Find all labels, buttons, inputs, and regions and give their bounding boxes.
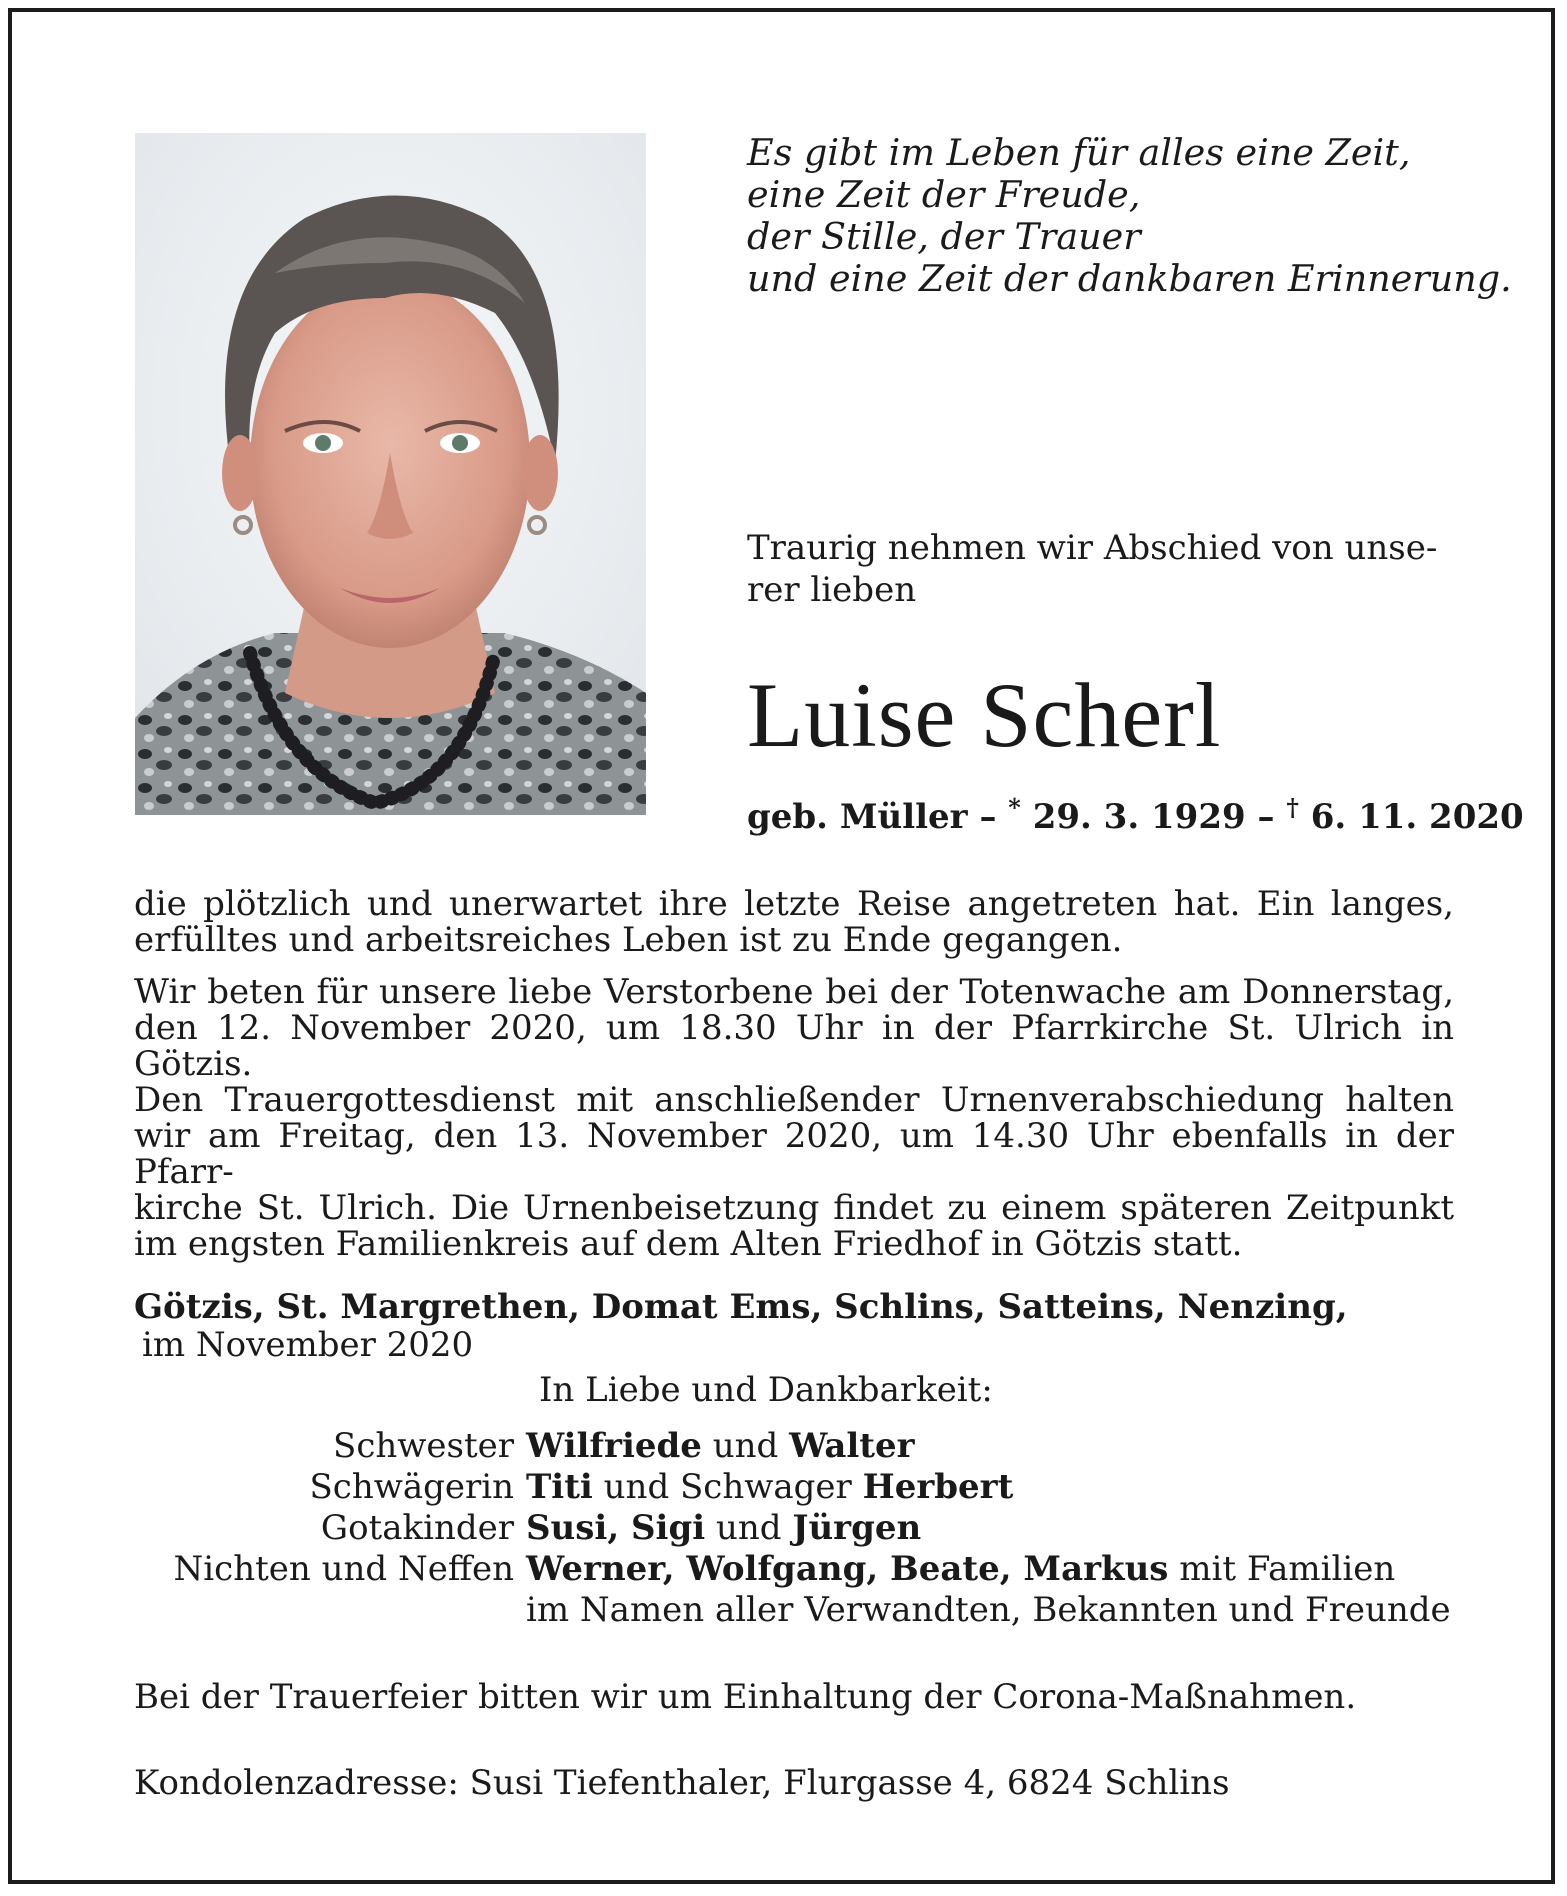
- mourner-name: Wilfriede: [526, 1426, 702, 1466]
- text-line: im engsten Familienkreis auf dem Alten Friedhof in Götzis statt.: [134, 1224, 1243, 1264]
- text-line: Wir beten für unsere liebe Verstorbene bei der Totenwache am Donnerstag,: [134, 972, 1454, 1012]
- opening-quote: [747, 131, 1512, 300]
- place-and-date: [134, 1288, 1454, 1364]
- text-line: Den Trauergottesdienst mit anschließender Urnenverabschiedung halten: [134, 1080, 1454, 1120]
- maiden-name: geb. Müller: [747, 797, 968, 837]
- intro-line: Traurig nehmen wir Abschied von unse-: [747, 528, 1438, 568]
- text-line: erfülltes und arbeitsreiches Leben ist zu Ende gegangen.: [134, 920, 1123, 960]
- relation-label: Schwester: [333, 1426, 514, 1466]
- life-dates: geb. Müller – * 29. 3. 1929 – † 6. 11. 2020: [747, 793, 1524, 837]
- connector-text: und: [705, 1508, 793, 1548]
- mourner-name: Jürgen: [792, 1508, 922, 1548]
- relation-label: Schwägerin: [309, 1467, 514, 1507]
- corona-notice: Bei der Trauerfeier bitten wir um Einhaltung der Corona-Maßnahmen.: [134, 1677, 1357, 1717]
- portrait-photo: [135, 133, 646, 815]
- connector-text: mit Familien: [1168, 1549, 1396, 1589]
- mourner-name: Herbert: [862, 1467, 1014, 1507]
- mourner-name: Walter: [789, 1426, 915, 1466]
- birth-symbol: *: [1008, 793, 1021, 822]
- death-symbol: †: [1286, 793, 1299, 822]
- thanks-heading: In Liebe und Dankbarkeit:: [539, 1370, 993, 1410]
- quote-line: eine Zeit der Freude,: [747, 173, 1141, 216]
- announcement-intro: [747, 527, 1467, 611]
- quote-line: und eine Zeit der dankbaren Erinnerung.: [747, 257, 1512, 300]
- quote-line: der Stille, der Trauer: [747, 215, 1141, 258]
- obituary-card: [8, 8, 1555, 1884]
- portrait-image: [135, 133, 646, 815]
- paragraph-service: [134, 974, 1454, 1262]
- mourner-name: Susi, Sigi: [526, 1508, 706, 1548]
- text-line: den 12. November 2020, um 18.30 Uhr in der Pfarrkirche St. Ulrich in Götzis.: [134, 1008, 1454, 1084]
- mourner-name: Werner, Wolfgang, Beate, Markus: [526, 1549, 1169, 1589]
- obituary-text: [134, 886, 1454, 1278]
- mourner-row: [134, 1467, 1454, 1508]
- intro-line: rer lieben: [747, 570, 917, 610]
- text-line: die plötzlich und unerwartet ihre letzte Reise angetreten hat. Ein langes,: [134, 884, 1454, 924]
- mourner-name: Titi: [526, 1467, 593, 1507]
- birth-date: 29. 3. 1929: [1032, 797, 1246, 837]
- death-date: 6. 11. 2020: [1310, 797, 1524, 837]
- mourner-row: [134, 1549, 1454, 1590]
- quote-line: Es gibt im Leben für alles eine Zeit,: [747, 131, 1411, 174]
- closing-line: im Namen aller Verwandten, Bekannten und Freunde: [526, 1590, 1451, 1630]
- connector-text: und: [701, 1426, 790, 1466]
- mourner-row: [134, 1590, 1454, 1631]
- mourner-row: [134, 1426, 1454, 1467]
- deceased-name: Luise Scherl: [747, 664, 1222, 766]
- mourner-row: [134, 1508, 1454, 1549]
- issue-date: im November 2020: [142, 1325, 474, 1365]
- relation-label: Gotakinder: [320, 1508, 514, 1548]
- relation-label: Nichten und Neffen: [173, 1549, 514, 1589]
- condolence-address: Kondolenzadresse: Susi Tiefenthaler, Flurgasse 4, 6824 Schlins: [134, 1763, 1230, 1803]
- family-towns: Götzis, St. Margrethen, Domat Ems, Schlins, Satteins, Nenzing,: [134, 1287, 1348, 1327]
- text-line: kirche St. Ulrich. Die Urnenbeisetzung findet zu einem späteren Zeitpunkt: [134, 1188, 1454, 1228]
- mourners-list: [134, 1426, 1454, 1631]
- paragraph-passing: [134, 886, 1454, 958]
- text-line: wir am Freitag, den 13. November 2020, um 14.30 Uhr ebenfalls in der Pfarr-: [134, 1116, 1454, 1192]
- relation-label: [134, 1590, 526, 1631]
- connector-text: und Schwager: [592, 1467, 863, 1507]
